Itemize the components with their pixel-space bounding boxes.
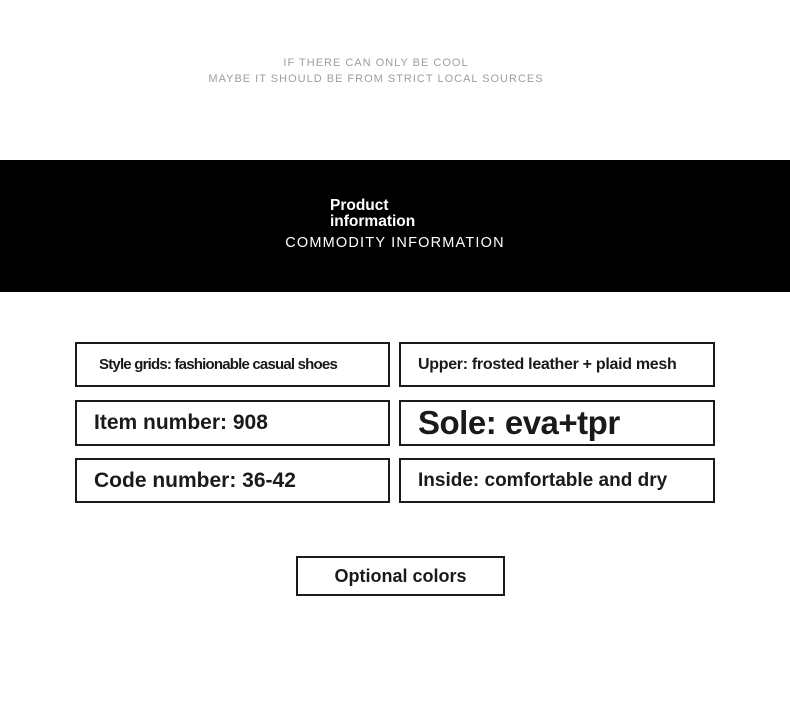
spec-cell-inside (399, 458, 715, 503)
spec-code-number-text: Code number: 36-42 (94, 468, 296, 492)
banner-subtitle: COMMODITY INFORMATION (285, 235, 505, 251)
spec-cell-item-number (75, 400, 390, 446)
spec-upper-text: Upper: frosted leather + plaid mesh (418, 355, 677, 373)
brand-tagline (0, 55, 752, 87)
spec-cell-upper (399, 342, 715, 387)
spec-cell-style-grids (75, 342, 390, 387)
banner-title (330, 198, 415, 230)
optional-colors-box (296, 556, 505, 596)
optional-colors-label: Optional colors (334, 565, 467, 586)
banner-title-line-2: information (330, 213, 416, 230)
spec-inside-text: Inside: comfortable and dry (418, 469, 668, 491)
section-banner (0, 160, 790, 292)
spec-item-number-text: Item number: 908 (94, 411, 268, 434)
spec-cell-sole (399, 400, 715, 446)
banner-title-line-1: Product (330, 197, 389, 214)
tagline-line-2: MAYBE IT SHOULD BE FROM STRICT LOCAL SOURCES (208, 73, 544, 85)
tagline-line-1: IF THERE CAN ONLY BE COOL (283, 57, 469, 69)
spec-style-grids-text: Style grids: fashionable casual shoes (99, 356, 337, 373)
spec-sole-text: Sole: eva+tpr (418, 404, 620, 441)
spec-cell-code-number (75, 458, 390, 503)
